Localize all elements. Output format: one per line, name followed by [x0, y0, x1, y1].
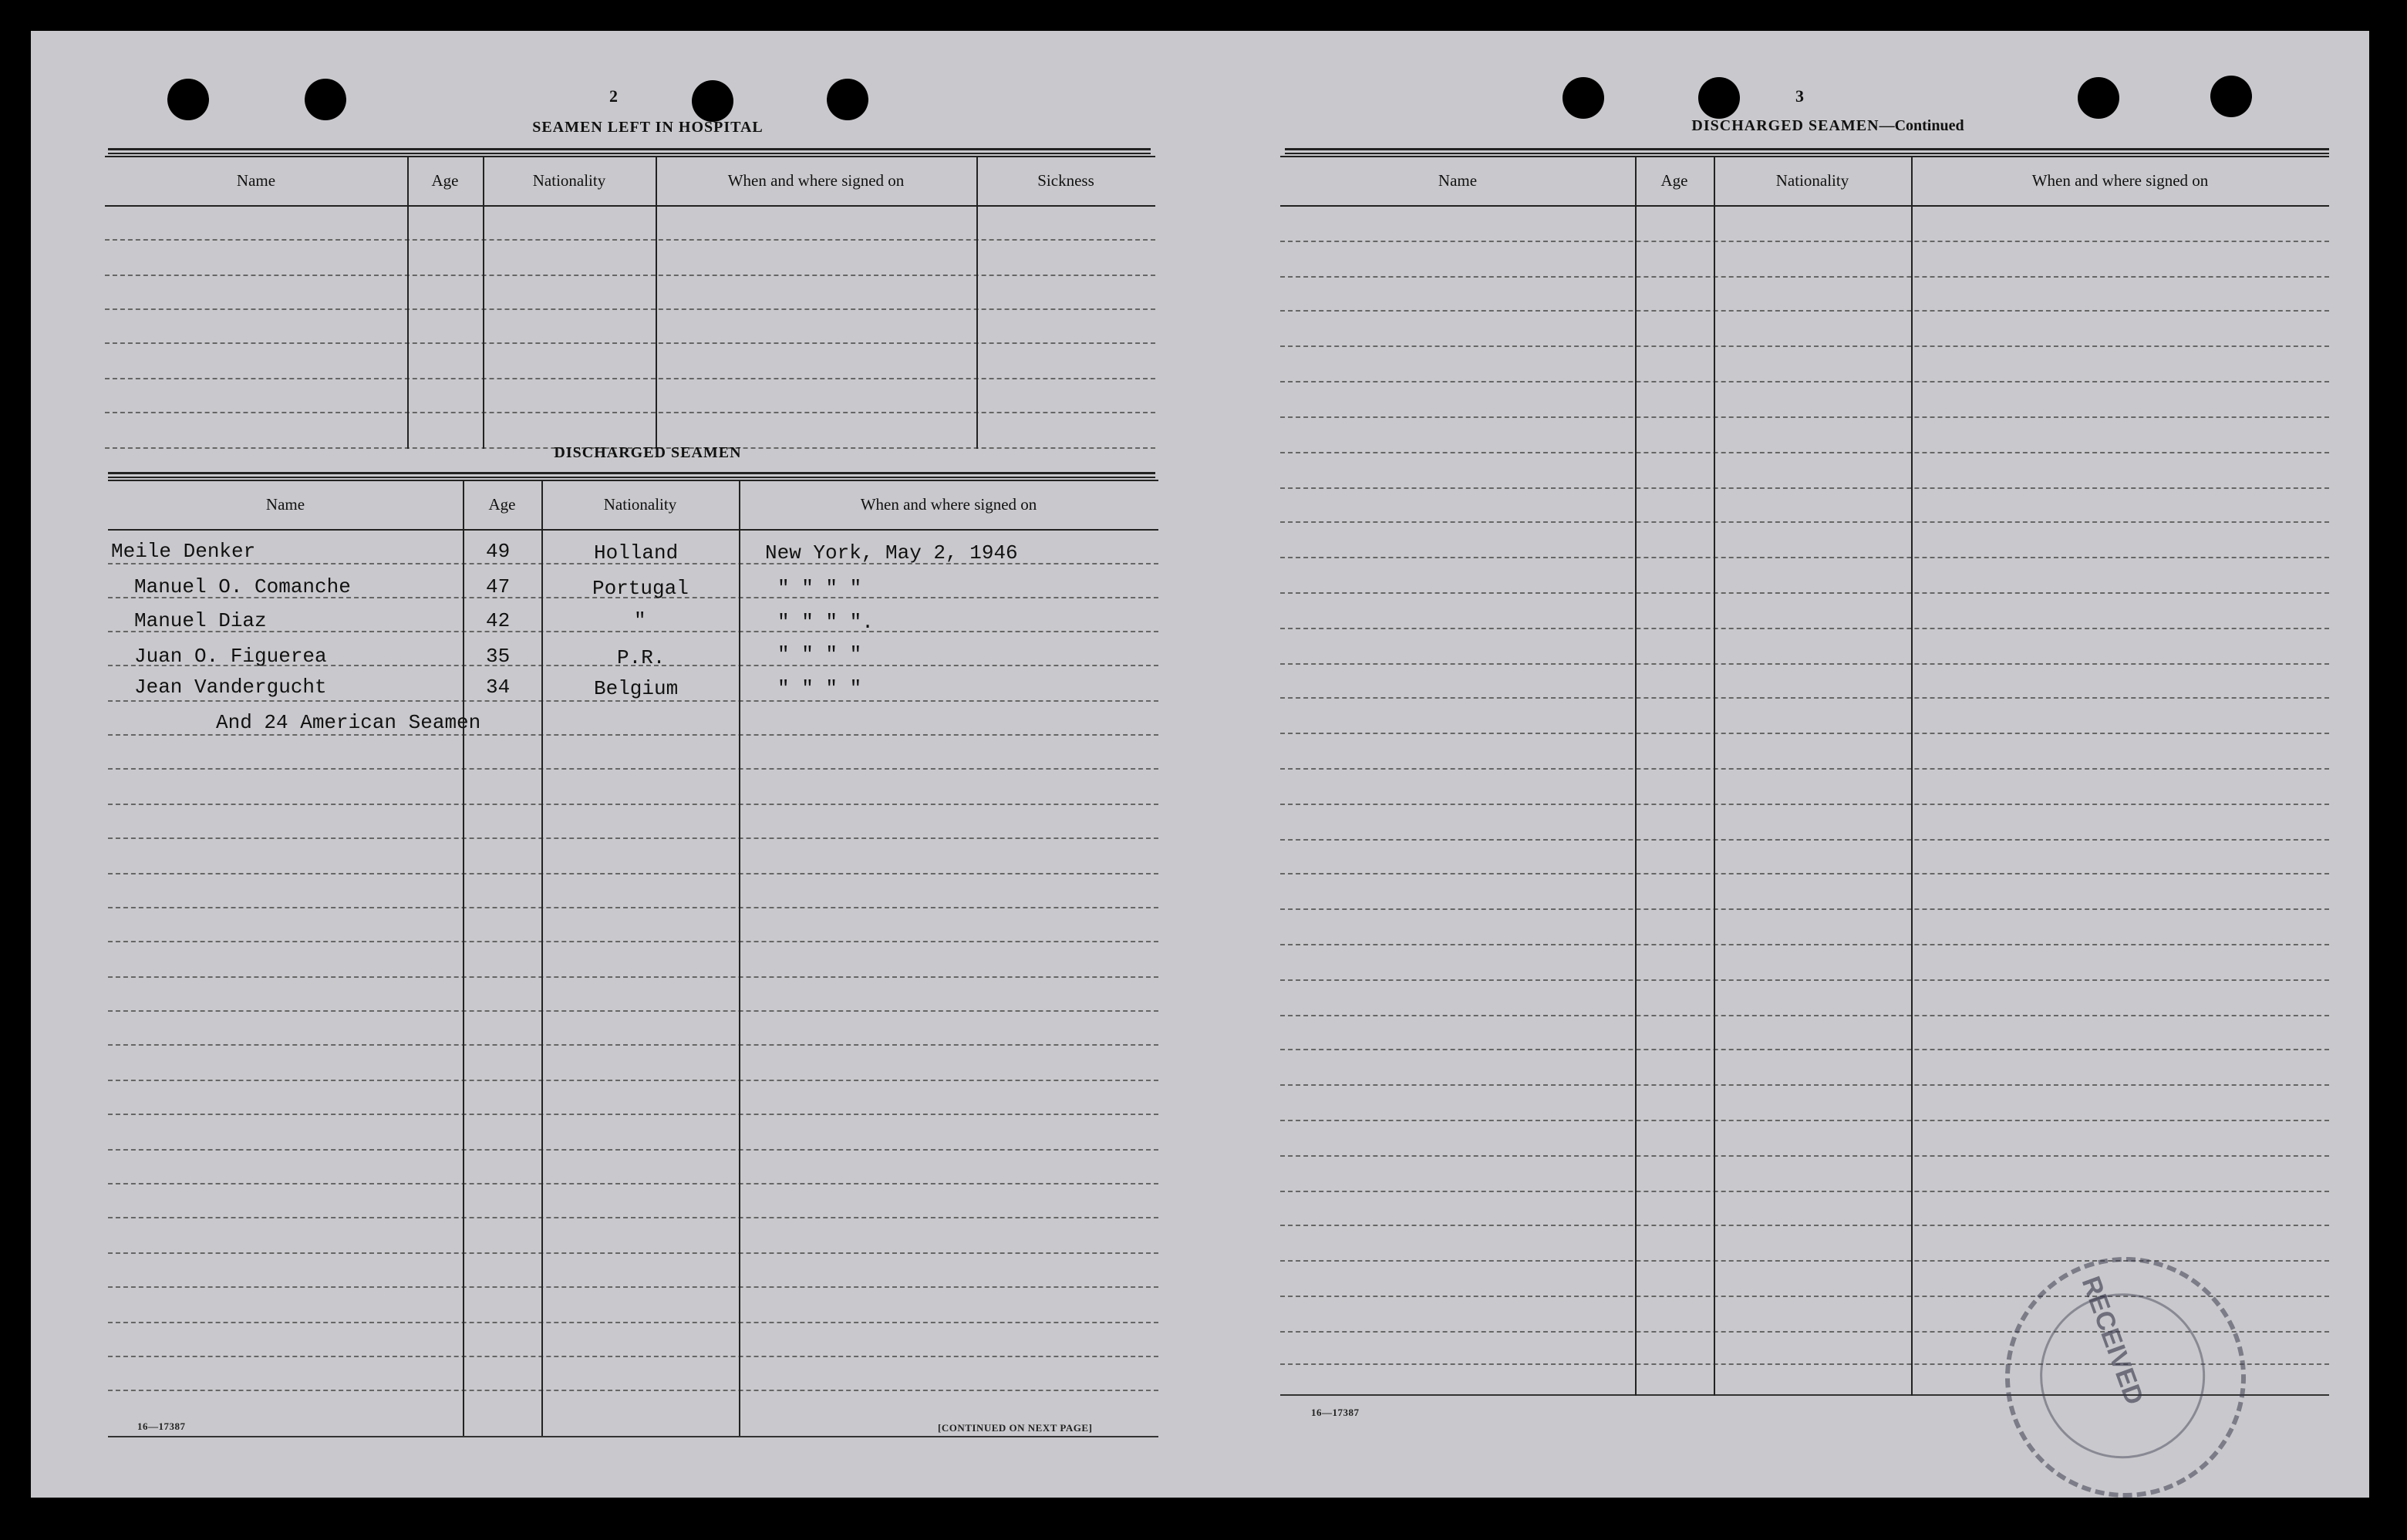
- form-code: 16—17387: [1311, 1407, 1360, 1418]
- page-number: 3: [1795, 86, 1804, 106]
- seaman-nationality: Portugal: [592, 577, 689, 600]
- punch-hole: [692, 80, 733, 122]
- discharged-continued-table: [1280, 156, 2329, 1405]
- seaman-signed-on: " " " ": [777, 677, 862, 700]
- seaman-age: 34: [486, 676, 511, 699]
- seaman-name: Meile Denker: [111, 540, 256, 563]
- title-main: DISCHARGED SEAMEN: [1691, 117, 1879, 134]
- hospital-table: [105, 156, 1155, 453]
- col-header-nationality: Nationality: [1775, 170, 1849, 190]
- seaman-age: 49: [486, 540, 511, 563]
- col-header-signed-on: When and where signed on: [2031, 170, 2209, 190]
- seaman-name: Jean Vandergucht: [134, 676, 327, 699]
- col-header-name: Name: [265, 494, 305, 514]
- col-header-signed-on: When and where signed on: [727, 170, 905, 190]
- seaman-nationality: P.R.: [617, 646, 666, 669]
- seaman-signed-on: " " " ": [777, 577, 862, 600]
- punch-hole: [305, 79, 346, 120]
- punch-hole: [1563, 77, 1604, 119]
- col-header-name: Name: [236, 170, 276, 190]
- american-seamen-note: And 24 American Seamen: [216, 711, 481, 734]
- page-number: 2: [609, 86, 618, 106]
- title-rule: [108, 472, 1155, 474]
- discharged-table: [108, 480, 1158, 1442]
- col-header-age: Age: [431, 170, 459, 190]
- punch-hole: [1698, 77, 1740, 119]
- seaman-age: 42: [486, 609, 511, 632]
- col-header-nationality: Nationality: [532, 170, 606, 190]
- punch-hole: [167, 79, 209, 120]
- col-header-age: Age: [488, 494, 516, 514]
- punch-hole: [2210, 76, 2252, 117]
- seaman-age: 47: [486, 575, 511, 598]
- discharged-continued-title: [1573, 117, 2082, 135]
- hospital-section-title: SEAMEN LEFT IN HOSPITAL: [532, 119, 764, 136]
- col-header-age: Age: [1660, 170, 1688, 190]
- seaman-age: 35: [486, 645, 511, 668]
- seaman-signed-on: " " " ".: [777, 611, 874, 634]
- title-suffix: —Continued: [1879, 117, 1964, 134]
- seaman-signed-on: " " " ": [777, 643, 862, 666]
- stamp-text: RECEIVED: [2075, 1272, 2149, 1409]
- punch-hole: [2078, 77, 2119, 119]
- col-header-name: Name: [1438, 170, 1478, 190]
- document-sheet: [31, 31, 2369, 1498]
- title-rule: [108, 148, 1151, 150]
- seaman-nationality: Belgium: [594, 677, 679, 700]
- title-rule: [1285, 148, 2329, 150]
- form-code: 16—17387: [137, 1420, 186, 1432]
- seaman-name: Manuel O. Comanche: [134, 575, 351, 598]
- discharged-section-title: DISCHARGED SEAMEN: [554, 444, 742, 461]
- seaman-name: Juan O. Figuerea: [134, 645, 327, 668]
- seaman-signed-on: New York, May 2, 1946: [765, 541, 1018, 564]
- seaman-nationality: Holland: [594, 541, 679, 564]
- col-header-sickness: Sickness: [1037, 170, 1094, 190]
- seaman-nationality: ": [634, 609, 646, 632]
- continued-note: [CONTINUED ON NEXT PAGE]: [938, 1422, 1093, 1434]
- seaman-name: Manuel Diaz: [134, 609, 267, 632]
- punch-hole: [827, 79, 868, 120]
- col-header-signed-on: When and where signed on: [860, 494, 1037, 514]
- col-header-nationality: Nationality: [603, 494, 677, 514]
